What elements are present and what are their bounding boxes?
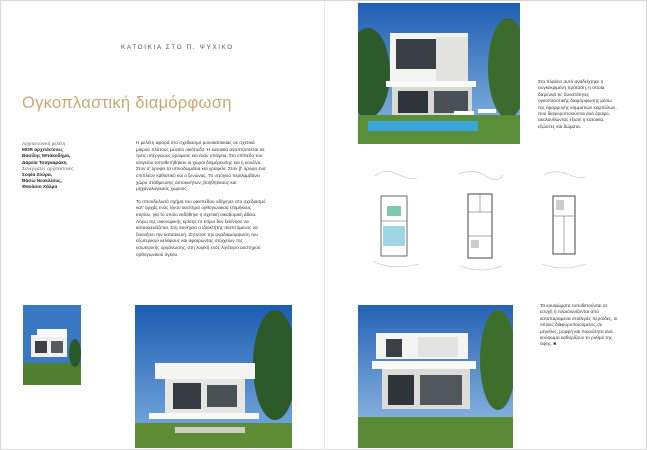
section-title: Ογκοπλαστική διαμόρφωση: [22, 94, 232, 112]
caption-bottom: Τα κουφώματα τοποθετούνται σε εσοχή ή πλαισιονίζονται από καταπαραμενα σταθερές περσίδες, οι οποίες διαφοροποιούμενες σε μέγεθος, μορφή και πυκνότητα ανά κούφωμα καθορίζουν το ρυθμό της όψης. ■: [540, 303, 618, 347]
architect-label: Αρχιτεκτονική μελέτη: [22, 141, 66, 146]
collaborators-label: Συνεργάτες αρχιτέκτονες: [22, 165, 74, 171]
architect-name: MOR αρχιτέκτονες: [22, 147, 63, 153]
floor-plan: [371, 166, 421, 278]
collaborator-name: Βάσω Νεοκλέους,: [22, 178, 62, 184]
floor-plan: [456, 166, 506, 278]
body-text: [136, 140, 266, 264]
house-photo-small: [23, 305, 81, 385]
body-paragraph: Η μελέτη αφορά στο σχεδιασμό μονοκατοικίας σε σχετικά μικρού πλάτους μεσαίο οικόπεδο. Η κατοικία αναπτύσσεται σε τρεις υπέργειους ορόφους και έναν υπόγειο. Στο επίπεδο του ισογείου τοποθετήθηκαν οι χώροι διημέρευσης και η κουζίνα. Στον α' όροφο τα υπνοδωμάτια και γραφείο. Στον β' όροφο ένα επιπλέον καθιστικό και ο ξενώνας. Το υπόγειο περιλαμβάνει χώρο σταθμευσης αυτοκινήτων, βοηθητικούς και μηχανολογικούς χώρους.: [136, 140, 266, 192]
house-photo-pool: [358, 3, 520, 144]
house-photo-side: [358, 305, 513, 448]
architect-name: Βασίλης Μπακοδήμα,: [22, 153, 71, 159]
caption-top: Στο πλαίσιο αυτό αναδείχτηκε η συγκεκριμένη πρόταση, η οποία διερευνά τις δυνατότητες ογκοπλαστικής διαμόρφωσης μέσω της εφαρμογής κομματιών καμπύλων, που διαφοροποιούνται ανά όροφο, ακολουθώντας εξωτέ η κατοικία, εξώστες και δώματα.: [538, 79, 617, 129]
body-paragraph: Το σπονδυλωτό σχήμα του οικοπέδου οδήγησε στο σχεδιασμό κατ' αρχάς ενός λίγου αυστηρά ορθογωνικού επιμήκους κτιρίου, για το οποίο εκδόθηκε η σχετική οικοδομική άδεια. Λόγω της οικονομικής κρίσης το κτίριο δεν ξεκίνησε να κατασκευάζεται. Στη συνέχεια ο ιδιοκτήτης σκεπτόμενος να ξεκινήσει την κατασκευή. Ζητούσε την αναδιαμόρφωση του εξωτερικού κελύφους και αφαιρώντας στοιχείων της εσωτερικής οργάνωσης, στη λογική ενός λιγότερο αυστηρού ορθογωνικού όγκου.: [136, 198, 266, 257]
floor-plan: [539, 166, 589, 278]
collaborator-name: Σοφία Ζούρα,: [22, 172, 53, 178]
house-photo-front: [135, 305, 292, 448]
page-gutter: [324, 1, 325, 450]
page-header: ΚΑΤΟΙΚΙΑ ΣΤΟ Π. ΨΥΧΙΚΟ: [121, 44, 234, 51]
credits: [22, 141, 102, 191]
collaborator-name: Φανάσιο Χάλμα: [22, 184, 58, 190]
architect-name: Δαρεία Τσαγκαράκη: [22, 159, 67, 165]
